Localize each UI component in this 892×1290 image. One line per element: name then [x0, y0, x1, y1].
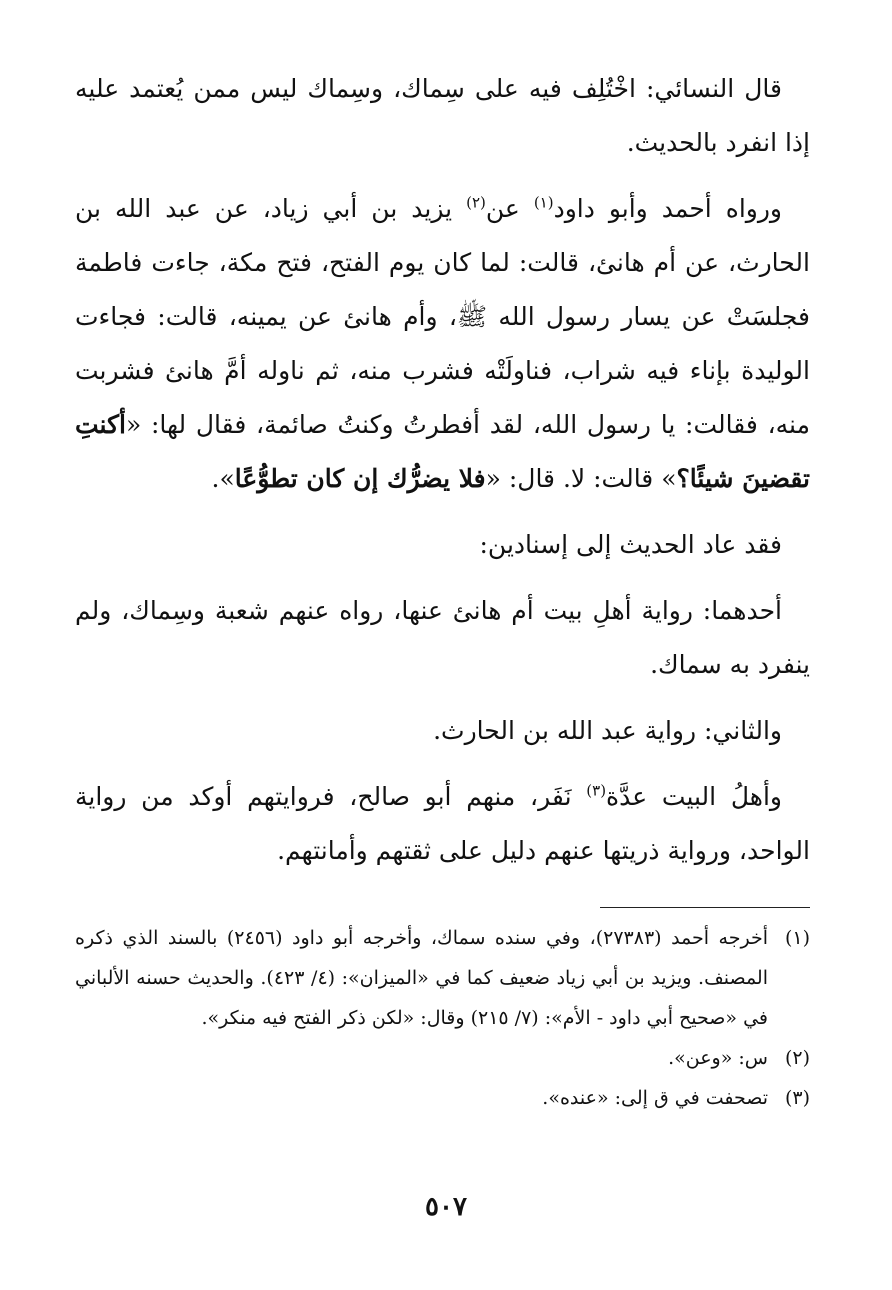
paragraph-hadith — [75, 182, 810, 506]
footnote-2 — [75, 1038, 810, 1078]
hadith-text-d: » قالت: لا. قال: « — [485, 464, 677, 493]
paragraph-two-chains: فقد عاد الحديث إلى إسنادين: — [479, 530, 782, 559]
hadith-text-b: عن — [485, 194, 534, 223]
hadith-text-c: يزيد بن أبي زياد، عن عبد الله بن الحارث، عن أم هانئ، قالت: لما كان يوم الفتح، فتح مكة، جاءت فاطمة فجلسَتْ عن يسار رسول الله ﷺ، وأم هانئ عن يمينه، قالت: فجاءت الوليدة بإناء فيه شراب، فناولَتْه فشرب منه، ثم ناوله أمَّ هانئ فشربت منه، فقالت: يا رسول الله، لقد أفطرتُ وكنتُ صائمة، فقال لها: « — [75, 194, 810, 439]
page-number: ٥٠٧ — [425, 1192, 467, 1222]
footnote-text: تصحفت في ق إلى: «عنده». — [542, 1087, 768, 1109]
footnote-1 — [75, 918, 810, 1038]
prophet-quote-2: فلا يضرُّك إن كان تطوُّعًا — [234, 464, 486, 493]
household-text-b: نَفَر، منهم أبو صالح، فروايتهم أوكد من رواية الواحد، ورواية ذريتها عنهم دليل على ثقتهم وأمانتهم. — [75, 782, 810, 865]
paragraph-household — [75, 770, 810, 878]
paragraph-first-chain: أحدهما: رواية أهلِ بيت أم هانئ عنها، رواه عنهم شعبة وسِماك، ولم ينفرد به سماك. — [75, 596, 810, 679]
footnotes — [75, 918, 810, 1118]
footnote-number: (٢) — [784, 1047, 810, 1069]
footnote-ref-3[interactable]: (٣) — [586, 781, 607, 800]
footnote-ref-2[interactable]: (٢) — [466, 193, 486, 212]
hadith-intro: ورواه أحمد وأبو داود — [553, 194, 782, 223]
footnote-divider — [600, 907, 810, 908]
hadith-text-e: ». — [211, 464, 235, 493]
footnote-3 — [75, 1078, 810, 1118]
household-text-a: وأهلُ البيت عدَّة — [606, 782, 782, 811]
footnote-ref-1[interactable]: (١) — [533, 193, 554, 212]
prophet-quote-1: أكنتِ تقضينَ شيئًا؟ — [75, 410, 810, 493]
footnote-number: (١) — [784, 927, 810, 949]
main-text — [75, 62, 810, 890]
footnote-text: س: «وعن». — [668, 1047, 768, 1069]
footnote-text: أخرجه أحمد (٢٧٣٨٣)، وفي سنده سماك، وأخرجه أبو داود (٢٤٥٦) بالسند الذي ذكره المصنف. ويزيد بن أبي زياد ضعيف كما في «الميزان»: (٤/ ٤٢٣). والحديث حسنه الألباني في «صحيح أبي داود - الأم»: (٧/ ٢١٥) وقال: «لكن ذكر الفتح فيه منكر». — [75, 927, 768, 1029]
footnote-number: (٣) — [784, 1087, 810, 1109]
paragraph-nasai: قال النسائي: اخْتُلِف فيه على سِماك، وسِماك ليس ممن يُعتمد عليه إذا انفرد بالحديث. — [75, 74, 810, 157]
paragraph-second-chain: والثاني: رواية عبد الله بن الحارث. — [433, 716, 782, 745]
